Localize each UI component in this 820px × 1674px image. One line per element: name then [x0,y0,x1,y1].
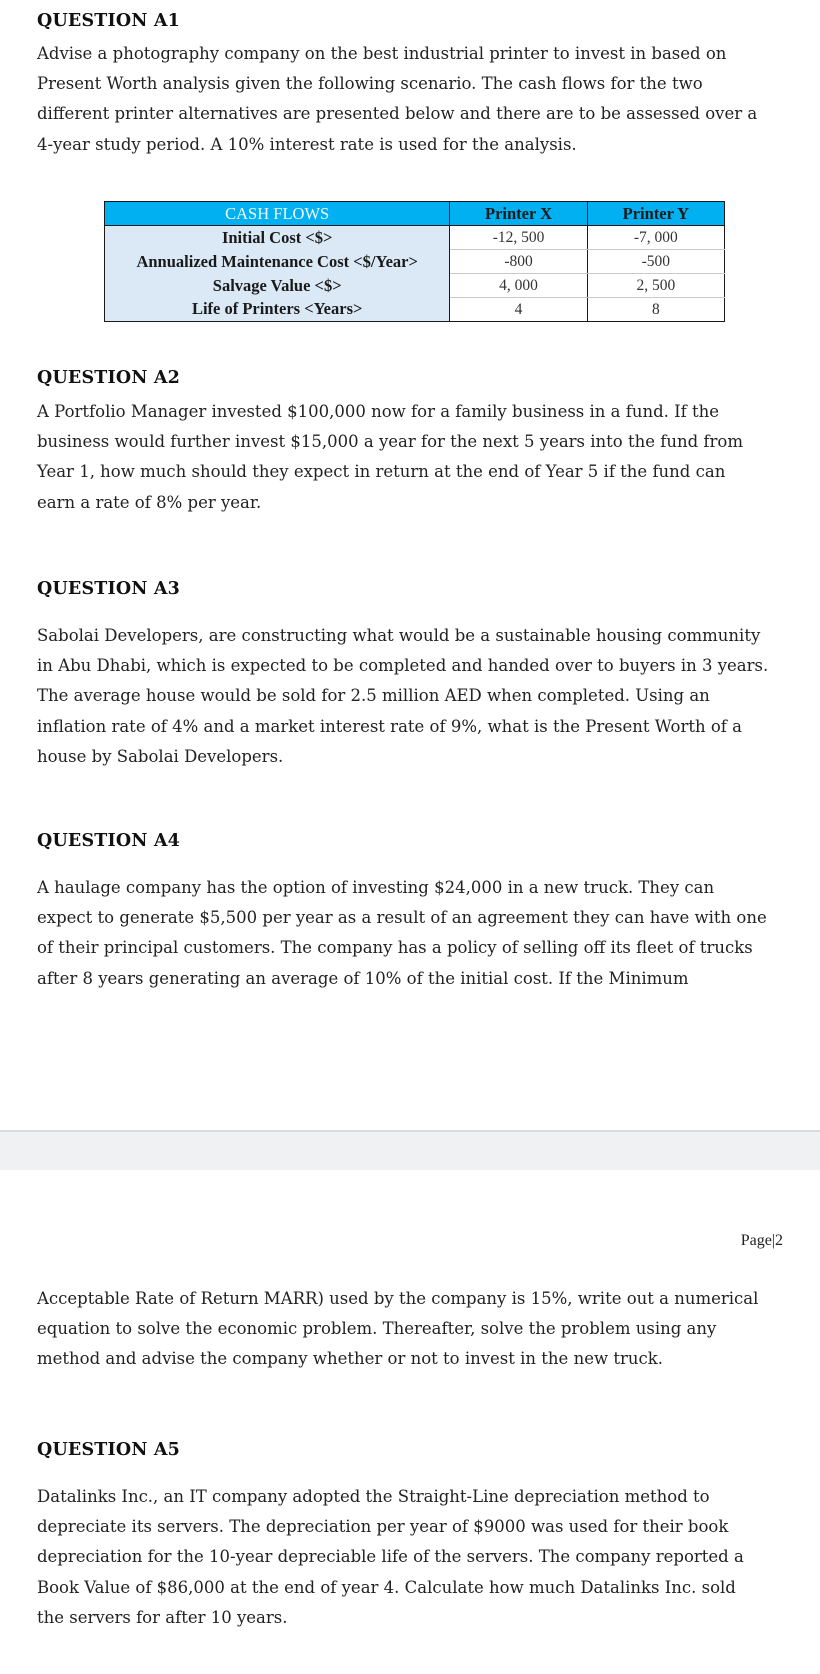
text-line: Book Value of $86,000 at the end of year 4. Calculate how much Datalinks Inc. sold [37,1577,736,1597]
cell-printer-y: 2, 500 [587,274,724,298]
text-line: Advise a photography company on the best industrial printer to invest in based on [37,44,727,63]
table-row [105,274,725,298]
table-row [105,298,725,322]
cell-printer-x: -800 [450,250,587,274]
text-line: 4-year study period. A 10% interest rate is used for the analysis. [37,134,577,154]
question-a2-heading: QUESTION A2 [37,368,180,388]
text-line: Datalinks Inc., an IT company adopted the Straight-Line depreciation method to [37,1487,710,1506]
table-header-printer-x: Printer X [450,202,587,226]
text-line: depreciation for the 10-year depreciable life of the servers. The company reported a [37,1547,744,1567]
text-line: in Abu Dhabi, which is expected to be completed and handed over to buyers in 3 years. [37,656,769,676]
question-a4-heading: QUESTION A4 [37,831,180,851]
question-a3-heading: QUESTION A3 [37,579,180,599]
text-line: expect to generate $5,500 per year as a result of an agreement they can have with one [37,908,767,928]
row-label-maintenance-cost: Annualized Maintenance Cost <$/Year> [105,250,450,274]
cell-printer-x: 4 [450,298,587,322]
text-line: business would further invest $15,000 a year for the next 5 years into the fund from [37,432,743,452]
text-line: Acceptable Rate of Return MARR) used by the company is 15%, write out a numerical [37,1289,759,1308]
question-a2-text [37,397,782,518]
table-header-row [105,202,725,226]
question-a1-text [37,39,782,160]
text-line: Present Worth analysis given the following scenario. The cash flows for the two [37,74,703,94]
text-line: depreciate its servers. The depreciation per year of $9000 was used for their book [37,1517,729,1537]
text-line: equation to solve the economic problem. Thereafter, solve the problem using any [37,1319,717,1339]
cell-printer-y: -500 [587,250,724,274]
document-page-2 [0,1170,820,1674]
question-a5-text [37,1482,782,1633]
page-break [0,1130,820,1170]
text-line: inflation rate of 4% and a market interest rate of 9%, what is the Present Worth of a [37,716,742,736]
question-a4-text [37,873,782,994]
cell-printer-y: 8 [587,298,724,322]
text-line: of their principal customers. The company has a policy of selling off its fleet of trucks [37,938,753,958]
text-line: Sabolai Developers, are constructing what would be a sustainable housing community [37,626,761,645]
text-line: method and advise the company whether or not to invest in the new truck. [37,1349,663,1369]
table-header-printer-y: Printer Y [587,202,724,226]
text-line: the servers for after 10 years. [37,1607,288,1627]
text-line: after 8 years generating an average of 10% of the initial cost. If the Minimum [37,968,689,988]
page-number: Page|2 [740,1232,783,1249]
table-header-cash-flows: CASH FLOWS [105,202,450,226]
question-a3-text [37,621,782,772]
text-line: A Portfolio Manager invested $100,000 now for a family business in a fund. If the [37,402,720,421]
text-line: A haulage company has the option of investing $24,000 in a new truck. They can [37,878,715,897]
text-line: different printer alternatives are presented below and there are to be assessed over a [37,104,758,124]
question-a1-heading: QUESTION A1 [37,11,180,31]
cell-printer-y: -7, 000 [587,226,724,250]
cash-flows-table [104,201,725,322]
cell-printer-x: -12, 500 [450,226,587,250]
question-a4-text-continued [37,1284,782,1375]
text-line: house by Sabolai Developers. [37,746,284,766]
question-a5-heading: QUESTION A5 [37,1440,180,1460]
text-line: The average house would be sold for 2.5 million AED when completed. Using an [37,686,710,706]
table-row [105,250,725,274]
text-line: earn a rate of 8% per year. [37,492,262,512]
cell-printer-x: 4, 000 [450,274,587,298]
text-line: Year 1, how much should they expect in return at the end of Year 5 if the fund can [37,462,726,482]
row-label-initial-cost: Initial Cost <$> [105,226,450,250]
row-label-life: Life of Printers <Years> [105,298,450,322]
table-row [105,226,725,250]
row-label-salvage-value: Salvage Value <$> [105,274,450,298]
